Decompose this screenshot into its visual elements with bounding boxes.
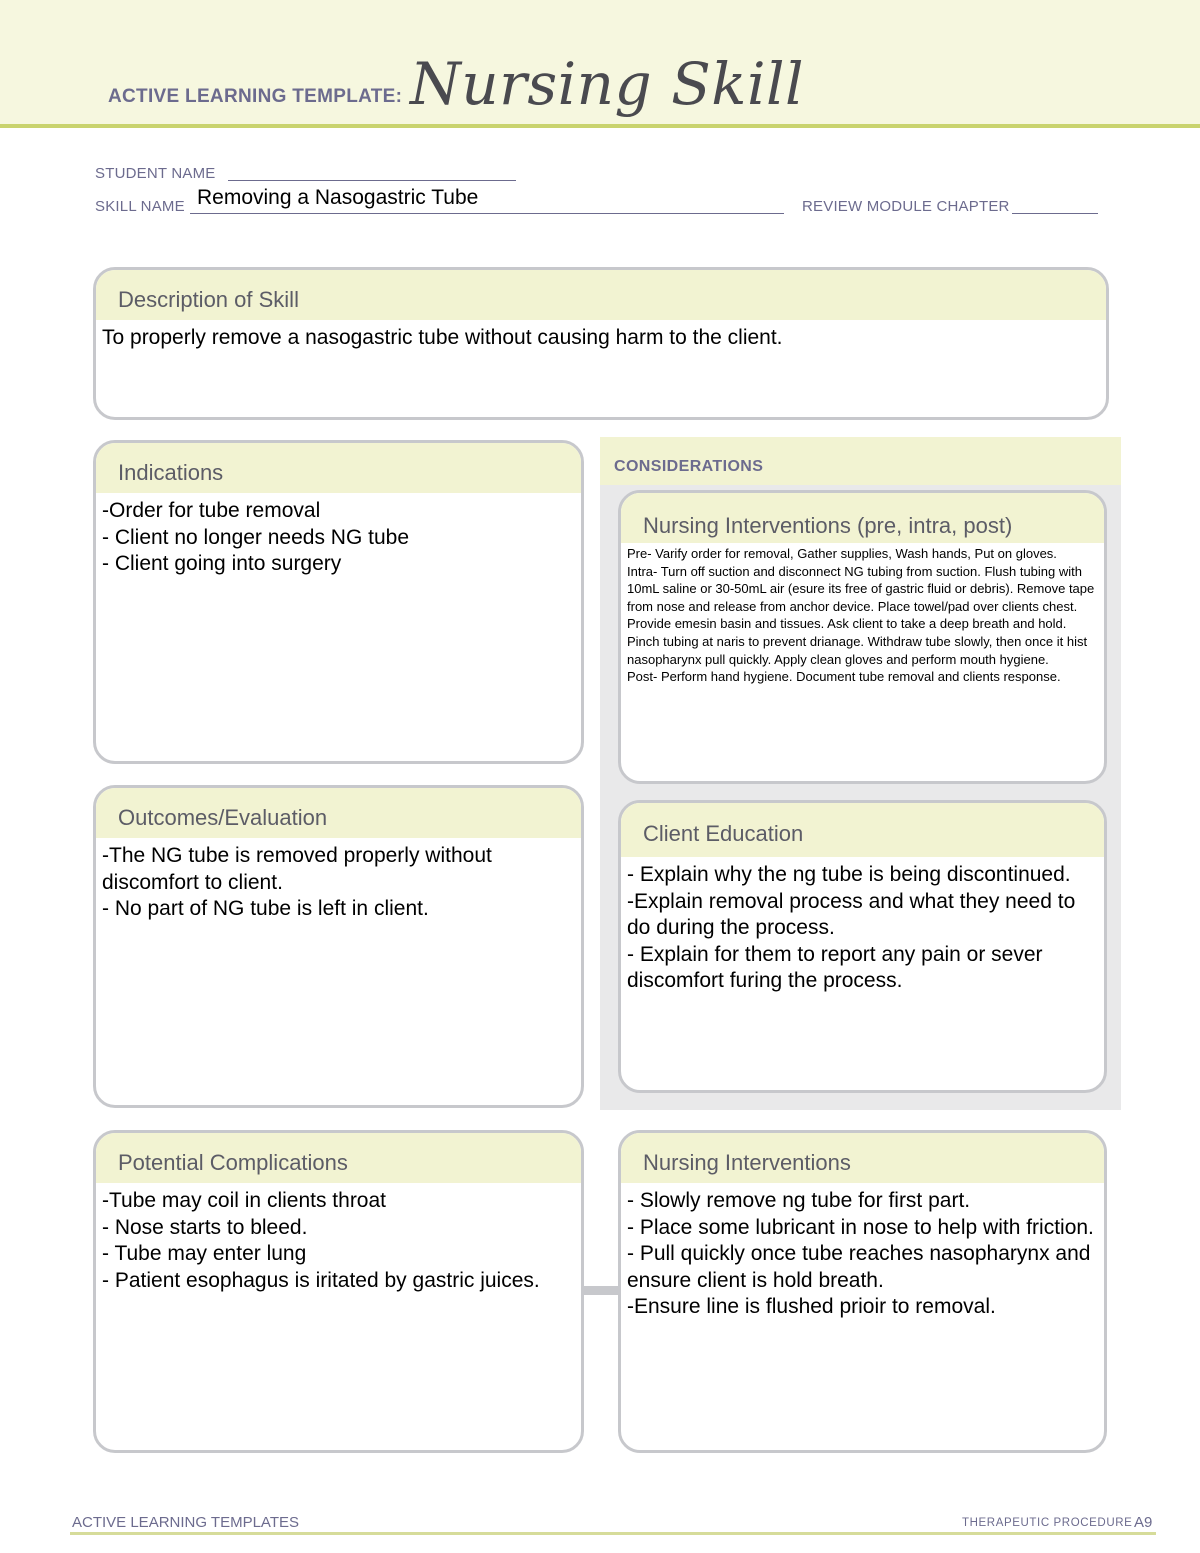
indications-box bbox=[93, 440, 584, 764]
client-education-text[interactable]: - Explain why the ng tube is being discontinued. -Explain removal process and what they need to do during the process. - Explain for them to report any pain or sever discomfort furing the process. bbox=[627, 863, 1076, 992]
client-education-heading: Client Education bbox=[621, 803, 1104, 857]
nursing-interventions-ppp-box bbox=[618, 490, 1107, 784]
complications-heading: Potential Complications bbox=[96, 1133, 581, 1183]
complications-text[interactable]: -Tube may coil in clients throat - Nose starts to bleed. - Tube may enter lung - Patient esophagus is iritated by gastric juices. bbox=[102, 1189, 540, 1292]
template-label: ACTIVE LEARNING TEMPLATE: bbox=[108, 86, 403, 107]
nursing-interventions-ppp-heading: Nursing Interventions (pre, intra, post) bbox=[621, 493, 1104, 543]
skill-name-value: Removing a Nasogastric Tube bbox=[197, 186, 479, 209]
indications-heading: Indications bbox=[96, 443, 581, 493]
nursing-interventions-text[interactable]: - Slowly remove ng tube for first part. - Place some lubricant in nose to help with friction. - Pull quickly once tube reaches nasopharynx and ensure client is hold breath. -Ensure line is flushed prioir to removal. bbox=[627, 1189, 1094, 1318]
page-title: Nursing Skill bbox=[410, 50, 805, 118]
footer-rule bbox=[70, 1532, 1156, 1535]
footer-label: ACTIVE LEARNING TEMPLATES bbox=[72, 1514, 299, 1531]
student-name-field[interactable] bbox=[228, 180, 516, 181]
skill-name-label: SKILL NAME bbox=[95, 198, 185, 215]
page-number: A9 bbox=[1134, 1514, 1153, 1531]
client-education-box bbox=[618, 800, 1107, 1093]
skill-name-field[interactable] bbox=[190, 213, 784, 214]
box-connector bbox=[583, 1286, 621, 1295]
student-name-label: STUDENT NAME bbox=[95, 165, 216, 182]
review-module-label: REVIEW MODULE CHAPTER bbox=[802, 198, 1010, 215]
description-heading: Description of Skill bbox=[96, 270, 1106, 320]
footer-section: THERAPEUTIC PROCEDURE bbox=[962, 1517, 1133, 1529]
nursing-interventions-ppp-text[interactable]: Pre- Varify order for removal, Gather supplies, Wash hands, Put on gloves. Intra- Turn off suction and disconnect NG tubing from suction. Flush tubing with 10mL saline or 30-50mL air (esure its free of gastric fluid or debris). Remove tape from nose and release from anchor device. Place towel/pad over clients chest. Provide emesin basin and tissues. Ask client to take a deep breath and hold. Pinch tubing at naris to prevent drianage. Withdraw tube slowly, then once it hist nasopharynx pull quickly. Apply clean gloves and perform mouth hygiene. Post- Perform hand hygiene. Document tube removal and clients response. bbox=[627, 546, 1095, 685]
nursing-interventions-heading: Nursing Interventions bbox=[621, 1133, 1104, 1183]
review-module-field[interactable] bbox=[1012, 213, 1098, 214]
indications-text[interactable]: -Order for tube removal - Client no longer needs NG tube - Client going into surgery bbox=[102, 499, 410, 575]
outcomes-text[interactable]: -The NG tube is removed properly without discomfort to client. - No part of NG tube is left in client. bbox=[102, 844, 492, 920]
description-text[interactable]: To properly remove a nasogastric tube without causing harm to the client. bbox=[102, 326, 783, 349]
considerations-heading: CONSIDERATIONS bbox=[600, 437, 1121, 485]
description-box bbox=[93, 267, 1109, 420]
nursing-interventions-box bbox=[618, 1130, 1107, 1453]
outcomes-box bbox=[93, 785, 584, 1108]
complications-box bbox=[93, 1130, 584, 1453]
outcomes-heading: Outcomes/Evaluation bbox=[96, 788, 581, 838]
